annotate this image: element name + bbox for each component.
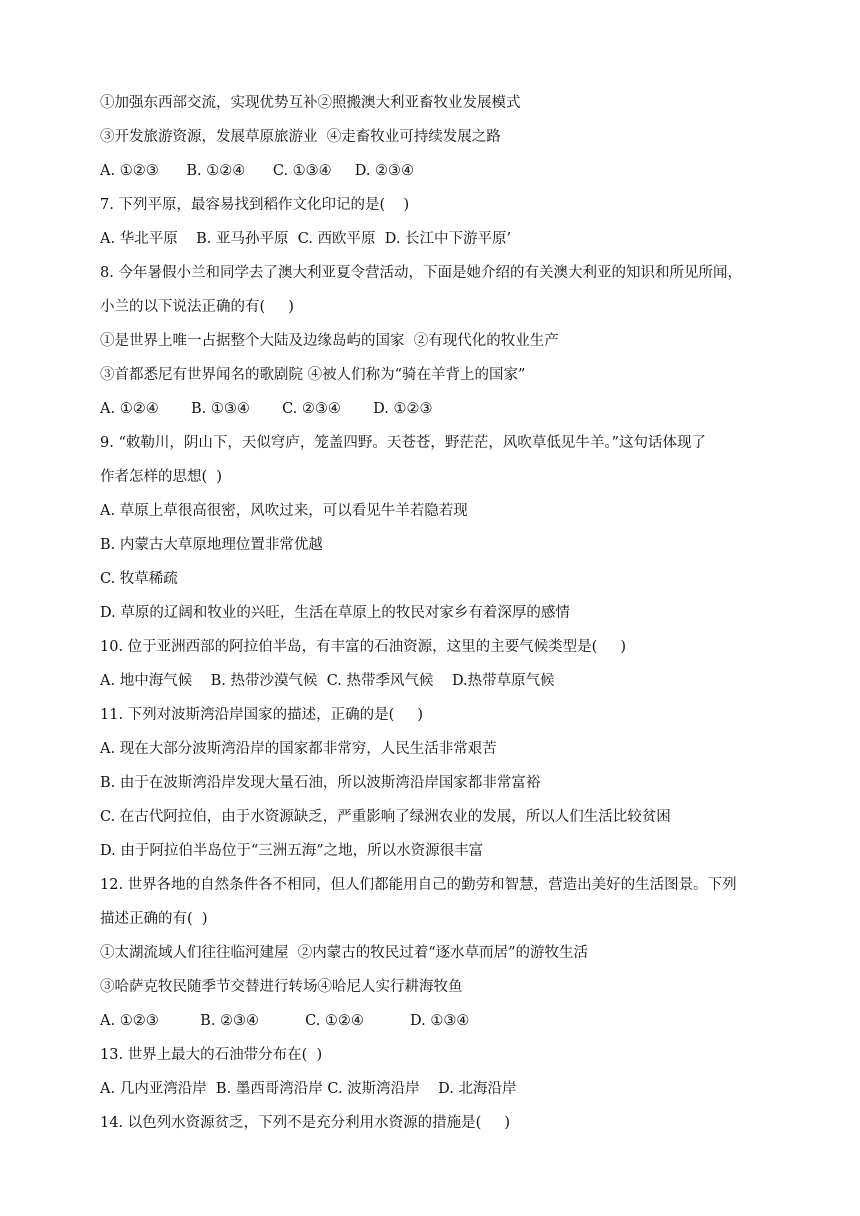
answer-options: A. 几内亚湾沿岸 B. 墨西哥湾沿岸 C. 波斯湾沿岸 D. 北海沿岸 <box>100 1081 517 1097</box>
answer-option: A. 草原上草很高很密，风吹过来，可以看见牛羊若隐若现 <box>100 503 468 519</box>
answer-option: C. 牧草稀疏 <box>100 571 178 587</box>
text-line: 描述正确的有( ) <box>100 911 208 927</box>
text-line: ③开发旅游资源，发展草原旅游业 ④走畜牧业可持续发展之路 <box>100 129 501 145</box>
answer-option: B. 内蒙古大草原地理位置非常优越 <box>100 537 323 553</box>
question-8: 8. 今年暑假小兰和同学去了澳大利亚夏令营活动，下面是她介绍的有关澳大利亚的知识和所见所闻， <box>100 265 742 281</box>
answer-option: D. 由于阿拉伯半岛位于“三洲五海”之地，所以水资源很丰富 <box>100 843 484 859</box>
answer-options: A. ①②③ B. ②③④ C. ①②④ D. ①③④ <box>100 1013 470 1029</box>
question-14: 14. 以色列水资源贫乏，下列不是充分利用水资源的措施是( ) <box>100 1115 511 1131</box>
question-13: 13. 世界上最大的石油带分布在( ) <box>100 1047 323 1063</box>
text-line: ③首都悉尼有世界闻名的歌剧院 ④被人们称为“骑在羊背上的国家” <box>100 367 526 383</box>
text-line: ①是世界上唯一占据整个大陆及边缘岛屿的国家 ②有现代化的牧业生产 <box>100 333 559 349</box>
text-line: ①加强东西部交流，实现优势互补②照搬澳大利亚畜牧业发展模式 <box>100 95 521 111</box>
answer-option: D. 草原的辽阔和牧业的兴旺，生活在草原上的牧民对家乡有着深厚的感情 <box>100 605 570 621</box>
text-line: 作者怎样的思想( ) <box>100 469 223 485</box>
text-line: ③哈萨克牧民随季节交替进行转场④哈尼人实行耕海牧鱼 <box>100 979 463 995</box>
question-10: 10. 位于亚洲西部的阿拉伯半岛，有丰富的石油资源，这里的主要气候类型是( ) <box>100 639 627 655</box>
question-9: 9. “敕勒川，阴山下，天似穹庐，笼盖四野。天苍苍，野茫茫，风吹草低见牛羊。”这句话体现了 <box>100 435 707 451</box>
answer-option: B. 由于在波斯湾沿岸发现大量石油，所以波斯湾沿岸国家都非常富裕 <box>100 775 541 791</box>
answer-options: A. 地中海气候 B. 热带沙漠气候 C. 热带季风气候 D.热带草原气候 <box>100 673 555 689</box>
answer-option: C. 在古代阿拉伯，由于水资源缺乏，严重影响了绿洲农业的发展，所以人们生活比较贫困 <box>100 809 671 825</box>
text-line: ①太湖流域人们往往临河建屋 ②内蒙古的牧民过着“逐水草而居”的游牧生活 <box>100 945 589 961</box>
question-11: 11. 下列对波斯湾沿岸国家的描述，正确的是( ) <box>100 707 424 723</box>
question-12: 12. 世界各地的自然条件各不相同，但人们都能用自己的勤劳和智慧，营造出美好的生活图景。下列 <box>100 877 737 893</box>
answer-options: A. 华北平原 B. 亚马孙平原 C. 西欧平原 D. 长江中下游平原’ <box>100 231 512 247</box>
answer-options: A. ①②④ B. ①③④ C. ②③④ D. ①②③ <box>100 401 433 417</box>
answer-option: A. 现在大部分波斯湾沿岸的国家都非常穷，人民生活非常艰苦 <box>100 741 497 757</box>
text-line: 小兰的以下说法正确的有( ) <box>100 299 294 315</box>
answer-options: A. ①②③ B. ①②④ C. ①③④ D. ②③④ <box>100 163 415 179</box>
question-7: 7. 下列平原，最容易找到稻作文化印记的是( ) <box>100 197 410 213</box>
